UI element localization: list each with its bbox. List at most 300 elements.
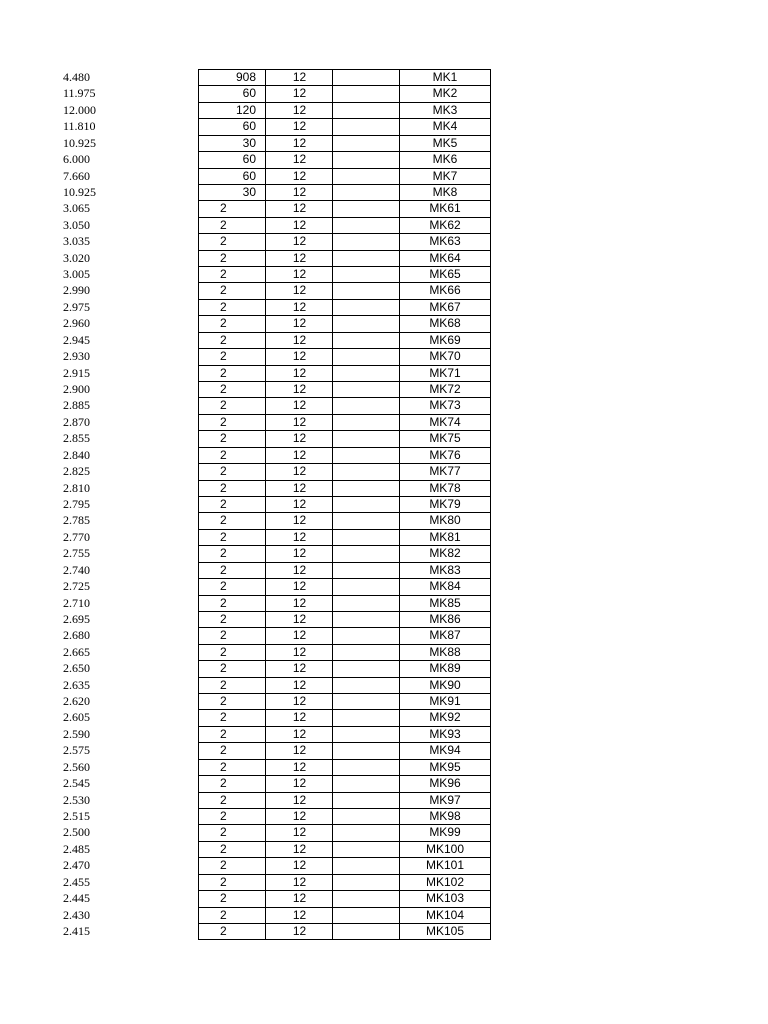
table-row [0,660,768,676]
length-value: 2.975 [63,299,90,314]
mark-cell: MK100 [399,841,491,857]
diameter-cell: 12 [265,480,333,496]
diameter-cell: 12 [265,250,333,266]
mark-cell: MK69 [399,332,491,348]
diameter-cell: 12 [265,168,333,184]
mark-cell: MK93 [399,726,491,742]
mark-cell: MK96 [399,775,491,791]
table-row [0,874,768,890]
empty-cell [332,69,400,85]
table-row [0,693,768,709]
table-row [0,250,768,266]
quantity-cell: 2 [198,348,266,364]
quantity-cell: 2 [198,529,266,545]
mark-cell: MK75 [399,430,491,446]
table-row [0,562,768,578]
length-value: 2.415 [63,923,90,938]
table-row [0,102,768,118]
diameter-cell: 12 [265,890,333,906]
length-value: 2.945 [63,332,90,347]
length-value: 2.545 [63,776,90,791]
length-value: 2.885 [63,398,90,413]
mark-cell: MK103 [399,890,491,906]
diameter-cell: 12 [265,299,333,315]
diameter-cell: 12 [265,709,333,725]
quantity-cell: 30 [198,135,266,151]
empty-cell [332,824,400,840]
length-value: 2.430 [63,907,90,922]
table-row [0,841,768,857]
empty-cell [332,480,400,496]
length-value: 3.005 [63,267,90,282]
diameter-cell: 12 [265,266,333,282]
length-value: 2.605 [63,710,90,725]
table-row [0,578,768,594]
mark-cell: MK62 [399,217,491,233]
diameter-cell: 12 [265,611,333,627]
table-row [0,480,768,496]
mark-cell: MK65 [399,266,491,282]
diameter-cell: 12 [265,562,333,578]
mark-cell: MK98 [399,808,491,824]
empty-cell [332,578,400,594]
diameter-cell: 12 [265,923,333,940]
diameter-cell: 12 [265,874,333,890]
empty-cell [332,414,400,430]
diameter-cell: 12 [265,841,333,857]
diameter-cell: 12 [265,463,333,479]
mark-cell: MK71 [399,365,491,381]
length-value: 2.915 [63,365,90,380]
quantity-cell: 2 [198,266,266,282]
empty-cell [332,135,400,151]
empty-cell [332,890,400,906]
mark-cell: MK5 [399,135,491,151]
quantity-cell: 2 [198,381,266,397]
length-value: 4.480 [63,70,90,84]
empty-cell [332,512,400,528]
empty-cell [332,595,400,611]
table-row [0,792,768,808]
quantity-cell: 2 [198,496,266,512]
mark-cell: MK95 [399,759,491,775]
diameter-cell: 12 [265,726,333,742]
table-row [0,726,768,742]
empty-cell [332,102,400,118]
quantity-cell: 2 [198,677,266,693]
table-row [0,512,768,528]
quantity-cell: 2 [198,841,266,857]
empty-cell [332,397,400,413]
diameter-cell: 12 [265,118,333,134]
length-value: 2.575 [63,743,90,758]
quantity-cell: 2 [198,545,266,561]
mark-cell: MK8 [399,184,491,200]
length-value: 2.485 [63,841,90,856]
mark-cell: MK82 [399,545,491,561]
quantity-cell: 2 [198,923,266,940]
length-value: 2.900 [63,382,90,397]
table-row [0,709,768,725]
table-row [0,184,768,200]
diameter-cell: 12 [265,857,333,873]
length-value: 2.755 [63,546,90,561]
mark-cell: MK73 [399,397,491,413]
quantity-cell: 2 [198,709,266,725]
diameter-cell: 12 [265,742,333,758]
quantity-cell: 60 [198,85,266,101]
quantity-cell: 2 [198,890,266,906]
table-row [0,545,768,561]
length-value: 2.990 [63,283,90,298]
length-value: 2.785 [63,513,90,528]
empty-cell [332,923,400,940]
diameter-cell: 12 [265,381,333,397]
length-value: 2.455 [63,874,90,889]
length-value: 12.000 [63,102,96,117]
quantity-cell: 2 [198,430,266,446]
diameter-cell: 12 [265,808,333,824]
length-value: 6.000 [63,152,90,167]
quantity-cell: 2 [198,644,266,660]
empty-cell [332,151,400,167]
table-row [0,332,768,348]
diameter-cell: 12 [265,397,333,413]
quantity-cell: 2 [198,742,266,758]
table-row [0,282,768,298]
empty-cell [332,726,400,742]
quantity-cell: 2 [198,332,266,348]
mark-cell: MK76 [399,447,491,463]
mark-cell: MK92 [399,709,491,725]
empty-cell [332,644,400,660]
mark-cell: MK72 [399,381,491,397]
diameter-cell: 12 [265,677,333,693]
table-row [0,414,768,430]
quantity-cell: 2 [198,824,266,840]
table-row [0,266,768,282]
quantity-cell: 60 [198,151,266,167]
length-value: 2.470 [63,858,90,873]
table-row [0,69,768,85]
table-row [0,759,768,775]
empty-cell [332,677,400,693]
table-row [0,463,768,479]
empty-cell [332,266,400,282]
mark-cell: MK88 [399,644,491,660]
quantity-cell: 2 [198,397,266,413]
diameter-cell: 12 [265,792,333,808]
length-value: 11.975 [63,86,96,101]
length-value: 2.770 [63,529,90,544]
mark-cell: MK84 [399,578,491,594]
empty-cell [332,709,400,725]
quantity-cell: 2 [198,217,266,233]
empty-cell [332,168,400,184]
empty-cell [332,545,400,561]
mark-cell: MK68 [399,315,491,331]
empty-cell [332,118,400,134]
mark-cell: MK101 [399,857,491,873]
table-row [0,775,768,791]
empty-cell [332,184,400,200]
empty-cell [332,660,400,676]
empty-cell [332,463,400,479]
table-row [0,627,768,643]
table-row [0,923,768,939]
mark-cell: MK7 [399,168,491,184]
rebar-schedule-table [0,69,768,939]
table-row [0,677,768,693]
mark-cell: MK86 [399,611,491,627]
length-value: 3.065 [63,201,90,216]
quantity-cell: 2 [198,562,266,578]
diameter-cell: 12 [265,85,333,101]
mark-cell: MK63 [399,233,491,249]
diameter-cell: 12 [265,644,333,660]
mark-cell: MK94 [399,742,491,758]
mark-cell: MK87 [399,627,491,643]
empty-cell [332,282,400,298]
quantity-cell: 2 [198,759,266,775]
quantity-cell: 2 [198,512,266,528]
mark-cell: MK89 [399,660,491,676]
table-row [0,85,768,101]
empty-cell [332,233,400,249]
mark-cell: MK1 [399,69,491,85]
empty-cell [332,299,400,315]
mark-cell: MK104 [399,907,491,923]
quantity-cell: 2 [198,200,266,216]
length-value: 2.665 [63,644,90,659]
empty-cell [332,217,400,233]
length-value: 2.515 [63,808,90,823]
quantity-cell: 120 [198,102,266,118]
quantity-cell: 2 [198,660,266,676]
length-value: 10.925 [63,184,96,199]
mark-cell: MK85 [399,595,491,611]
quantity-cell: 60 [198,118,266,134]
table-row [0,890,768,906]
diameter-cell: 12 [265,595,333,611]
mark-cell: MK66 [399,282,491,298]
table-row [0,135,768,151]
quantity-cell: 30 [198,184,266,200]
length-value: 2.960 [63,316,90,331]
length-value: 2.695 [63,611,90,626]
table-row [0,857,768,873]
diameter-cell: 12 [265,578,333,594]
length-value: 2.725 [63,579,90,594]
diameter-cell: 12 [265,348,333,364]
length-value: 2.650 [63,661,90,676]
length-value: 11.810 [63,119,96,134]
quantity-cell: 2 [198,693,266,709]
empty-cell [332,365,400,381]
quantity-cell: 2 [198,250,266,266]
mark-cell: MK99 [399,824,491,840]
length-value: 3.020 [63,250,90,265]
table-row [0,168,768,184]
diameter-cell: 12 [265,824,333,840]
table-row [0,200,768,216]
empty-cell [332,447,400,463]
mark-cell: MK102 [399,874,491,890]
table-row [0,430,768,446]
length-value: 2.930 [63,349,90,364]
diameter-cell: 12 [265,529,333,545]
diameter-cell: 12 [265,282,333,298]
table-row [0,118,768,134]
diameter-cell: 12 [265,102,333,118]
mark-cell: MK91 [399,693,491,709]
length-value: 2.635 [63,677,90,692]
empty-cell [332,529,400,545]
empty-cell [332,907,400,923]
table-row [0,644,768,660]
empty-cell [332,200,400,216]
diameter-cell: 12 [265,447,333,463]
quantity-cell: 60 [198,168,266,184]
table-row [0,496,768,512]
length-value: 2.795 [63,496,90,511]
mark-cell: MK97 [399,792,491,808]
empty-cell [332,841,400,857]
empty-cell [332,874,400,890]
empty-cell [332,627,400,643]
mark-cell: MK79 [399,496,491,512]
diameter-cell: 12 [265,759,333,775]
diameter-cell: 12 [265,200,333,216]
quantity-cell: 2 [198,775,266,791]
length-value: 2.825 [63,464,90,479]
length-value: 2.810 [63,480,90,495]
length-value: 2.560 [63,759,90,774]
empty-cell [332,857,400,873]
mark-cell: MK61 [399,200,491,216]
length-value: 2.710 [63,595,90,610]
quantity-cell: 2 [198,857,266,873]
length-value: 2.445 [63,891,90,906]
mark-cell: MK2 [399,85,491,101]
length-value: 2.680 [63,628,90,643]
quantity-cell: 2 [198,463,266,479]
mark-cell: MK3 [399,102,491,118]
empty-cell [332,315,400,331]
diameter-cell: 12 [265,332,333,348]
diameter-cell: 12 [265,693,333,709]
quantity-cell: 2 [198,480,266,496]
quantity-cell: 2 [198,595,266,611]
empty-cell [332,496,400,512]
mark-cell: MK67 [399,299,491,315]
table-row [0,397,768,413]
mark-cell: MK83 [399,562,491,578]
diameter-cell: 12 [265,775,333,791]
diameter-cell: 12 [265,184,333,200]
empty-cell [332,808,400,824]
quantity-cell: 2 [198,874,266,890]
length-value: 3.035 [63,234,90,249]
table-row [0,381,768,397]
table-row [0,808,768,824]
empty-cell [332,742,400,758]
table-row [0,299,768,315]
table-row [0,595,768,611]
quantity-cell: 2 [198,792,266,808]
mark-cell: MK90 [399,677,491,693]
diameter-cell: 12 [265,69,333,85]
mark-cell: MK74 [399,414,491,430]
length-value: 2.870 [63,414,90,429]
mark-cell: MK81 [399,529,491,545]
diameter-cell: 12 [265,512,333,528]
quantity-cell: 2 [198,414,266,430]
table-row [0,742,768,758]
diameter-cell: 12 [265,907,333,923]
empty-cell [332,85,400,101]
diameter-cell: 12 [265,496,333,512]
quantity-cell: 2 [198,611,266,627]
table-row [0,348,768,364]
diameter-cell: 12 [265,233,333,249]
empty-cell [332,562,400,578]
quantity-cell: 2 [198,808,266,824]
quantity-cell: 908 [198,69,266,85]
length-value: 2.590 [63,726,90,741]
diameter-cell: 12 [265,627,333,643]
diameter-cell: 12 [265,545,333,561]
diameter-cell: 12 [265,151,333,167]
quantity-cell: 2 [198,299,266,315]
length-value: 2.740 [63,562,90,577]
empty-cell [332,332,400,348]
quantity-cell: 2 [198,907,266,923]
mark-cell: MK4 [399,118,491,134]
length-value: 7.660 [63,168,90,183]
diameter-cell: 12 [265,430,333,446]
empty-cell [332,381,400,397]
mark-cell: MK80 [399,512,491,528]
table-row [0,824,768,840]
length-value: 2.530 [63,792,90,807]
table-row [0,365,768,381]
table-row [0,217,768,233]
mark-cell: MK64 [399,250,491,266]
diameter-cell: 12 [265,660,333,676]
empty-cell [332,693,400,709]
empty-cell [332,775,400,791]
table-row [0,233,768,249]
quantity-cell: 2 [198,365,266,381]
table-row [0,447,768,463]
empty-cell [332,250,400,266]
quantity-cell: 2 [198,578,266,594]
diameter-cell: 12 [265,217,333,233]
table-row [0,529,768,545]
quantity-cell: 2 [198,233,266,249]
empty-cell [332,611,400,627]
length-value: 2.620 [63,694,90,709]
table-row [0,151,768,167]
length-value: 3.050 [63,217,90,232]
table-row [0,611,768,627]
length-value: 2.840 [63,447,90,462]
empty-cell [332,348,400,364]
mark-cell: MK6 [399,151,491,167]
empty-cell [332,759,400,775]
empty-cell [332,430,400,446]
